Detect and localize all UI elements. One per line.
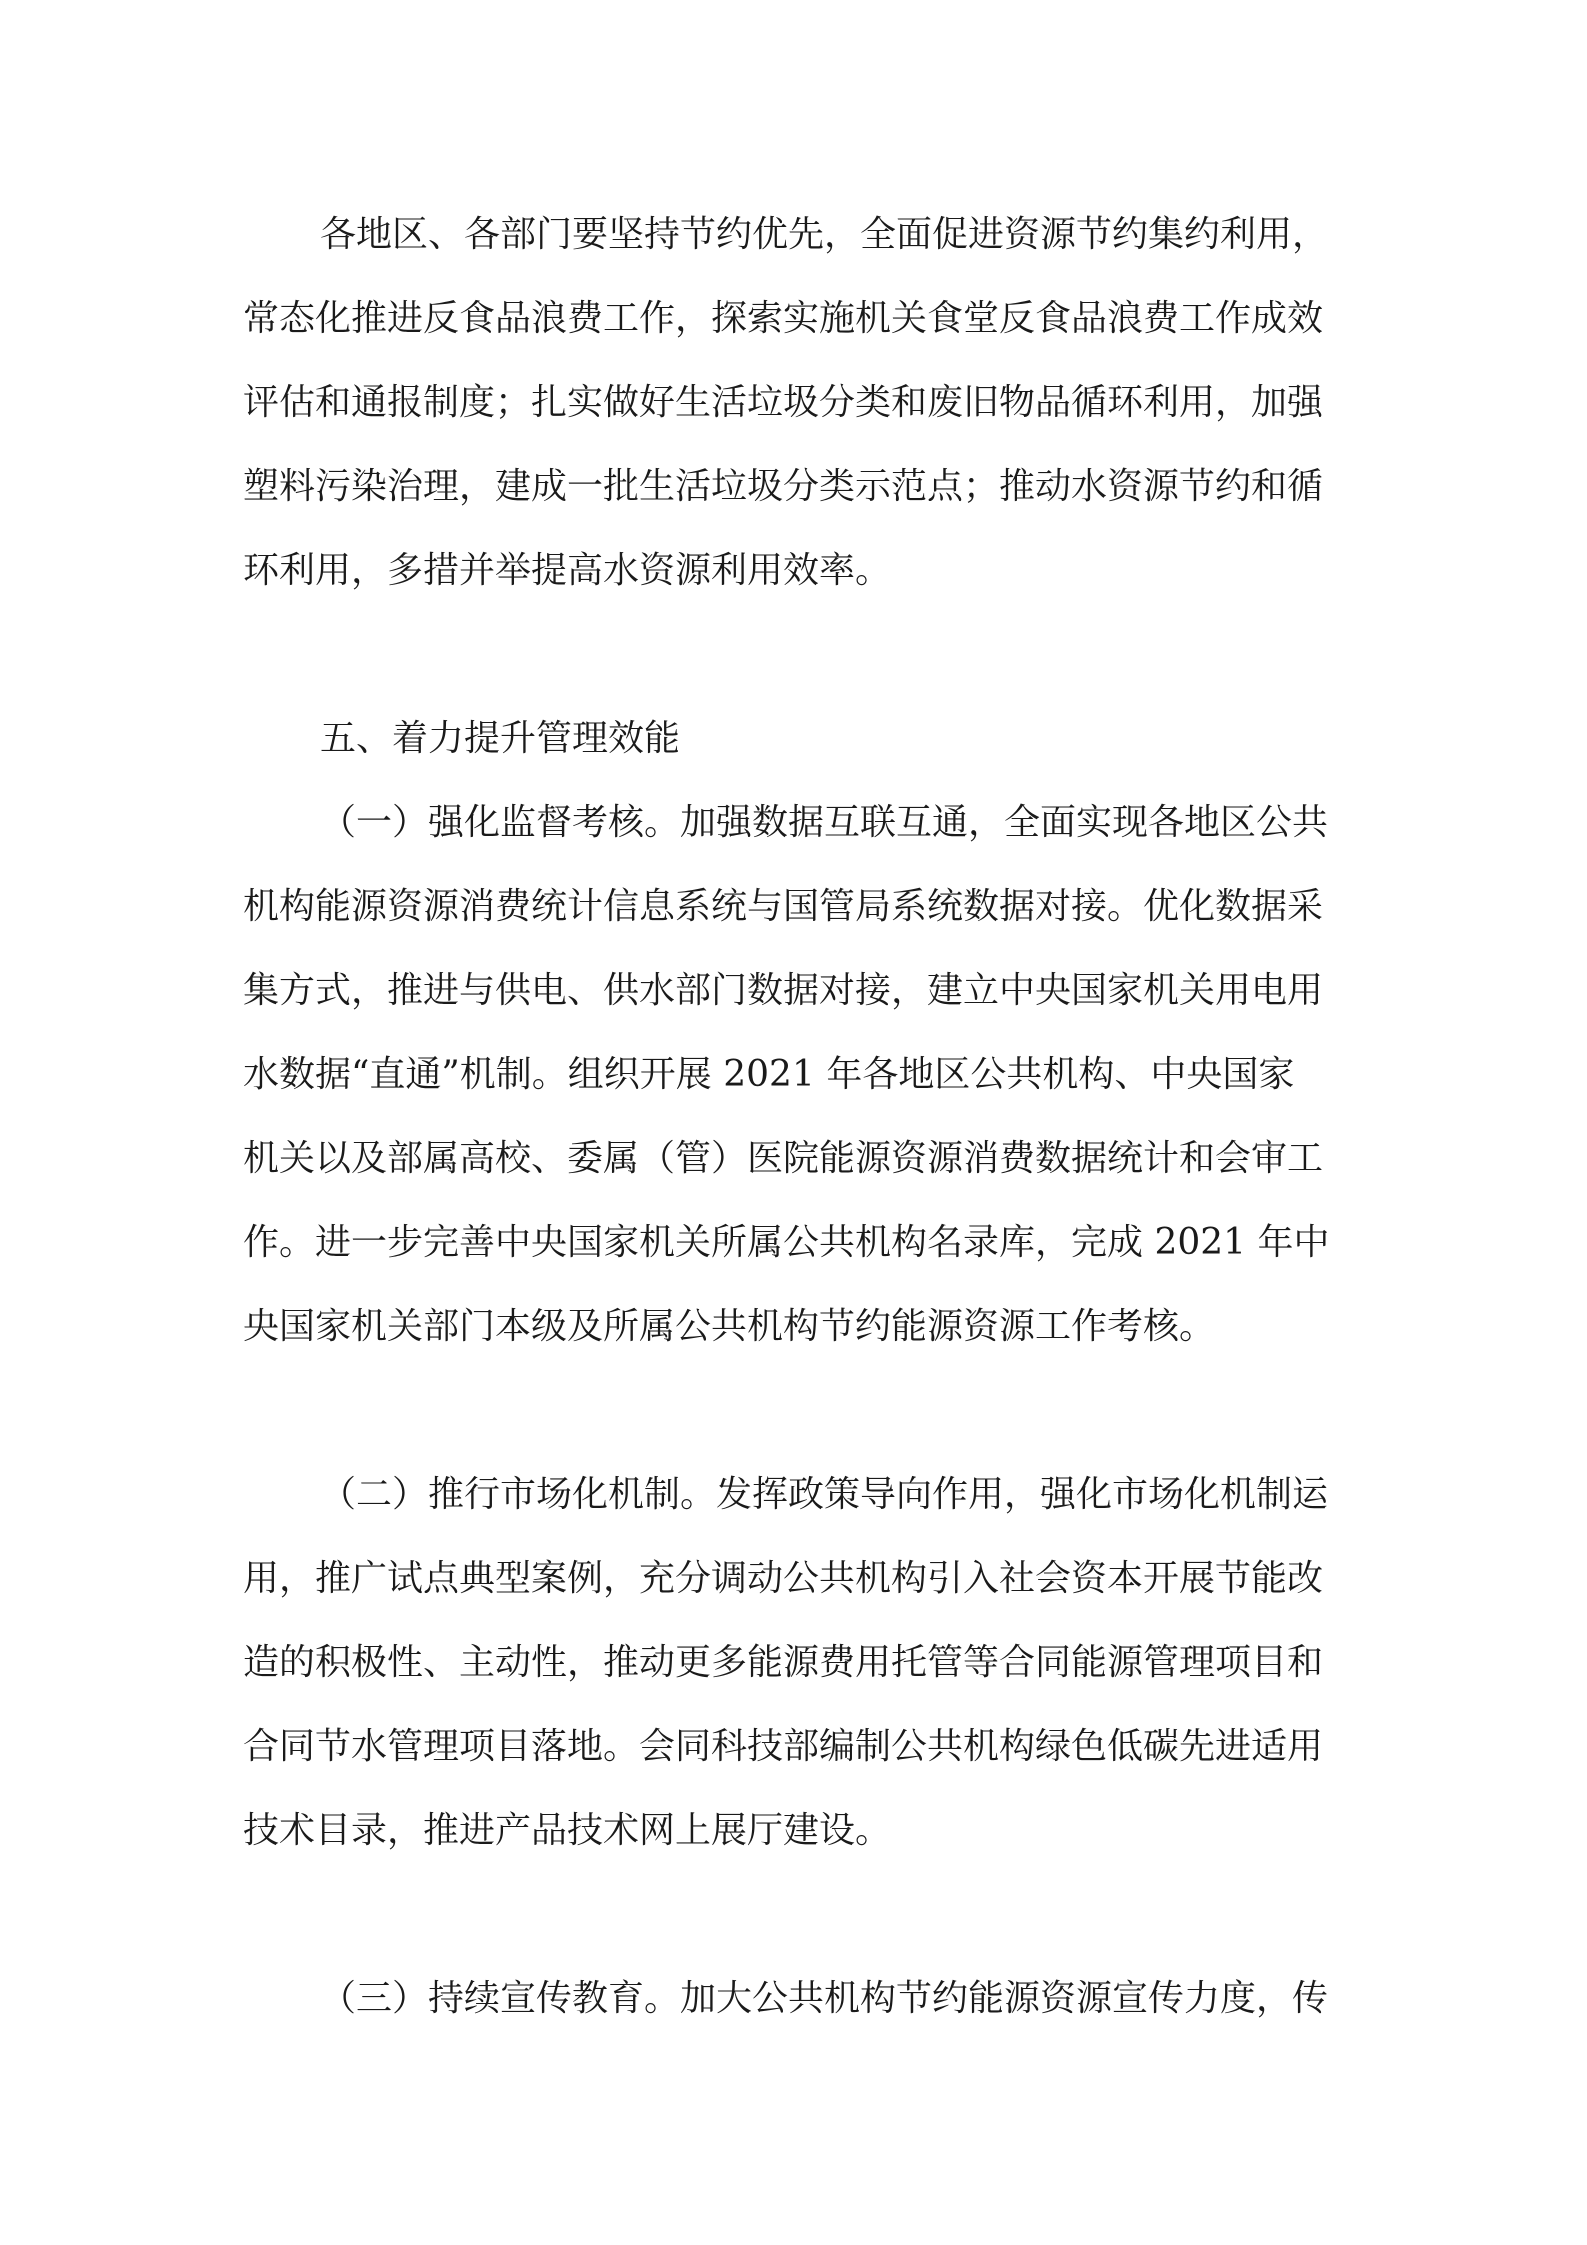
paragraph-line: 用，推广试点典型案例，充分调动公共机构引入社会资本开展节能改 — [243, 1558, 1324, 1599]
paragraph-line: 评估和通报制度；扎实做好生活垃圾分类和废旧物品循环利用，加强 — [243, 382, 1324, 423]
section-heading: 五、着力提升管理效能 — [320, 718, 681, 759]
paragraph-line: 机构能源资源消费统计信息系统与国管局系统数据对接。优化数据采 — [243, 886, 1324, 927]
paragraph-line: 合同节水管理项目落地。会同科技部编制公共机构绿色低碳先进适用 — [243, 1726, 1324, 1767]
paragraph-line: 各地区、各部门要坚持节约优先，全面促进资源节约集约利用， — [320, 214, 1329, 255]
paragraph-line: 作。进一步完善中央国家机关所属公共机构名录库，完成 2021 年中 — [243, 1222, 1330, 1263]
paragraph-line: （一）强化监督考核。加强数据互联互通，全面实现各地区公共 — [320, 802, 1329, 843]
paragraph-line: 水数据“直通”机制。组织开展 2021 年各地区公共机构、中央国家 — [243, 1054, 1295, 1095]
paragraph-line: 常态化推进反食品浪费工作，探索实施机关食堂反食品浪费工作成效 — [243, 298, 1324, 339]
paragraph-line: （三）持续宣传教育。加大公共机构节约能源资源宣传力度，传 — [320, 1978, 1329, 2019]
paragraph-line: 央国家机关部门本级及所属公共机构节约能源资源工作考核。 — [243, 1306, 1216, 1347]
paragraph-line: 造的积极性、主动性，推动更多能源费用托管等合同能源管理项目和 — [243, 1642, 1324, 1683]
paragraph-line: 集方式，推进与供电、供水部门数据对接，建立中央国家机关用电用 — [243, 970, 1324, 1011]
paragraph-line: （二）推行市场化机制。发挥政策导向作用，强化市场化机制运 — [320, 1474, 1329, 1515]
paragraph-line: 技术目录，推进产品技术网上展厅建设。 — [243, 1810, 892, 1851]
paragraph-line: 环利用，多措并举提高水资源利用效率。 — [243, 550, 892, 591]
paragraph-line: 塑料污染治理，建成一批生活垃圾分类示范点；推动水资源节约和循 — [243, 466, 1324, 507]
paragraph-line: 机关以及部属高校、委属（管）医院能源资源消费数据统计和会审工 — [243, 1138, 1324, 1179]
